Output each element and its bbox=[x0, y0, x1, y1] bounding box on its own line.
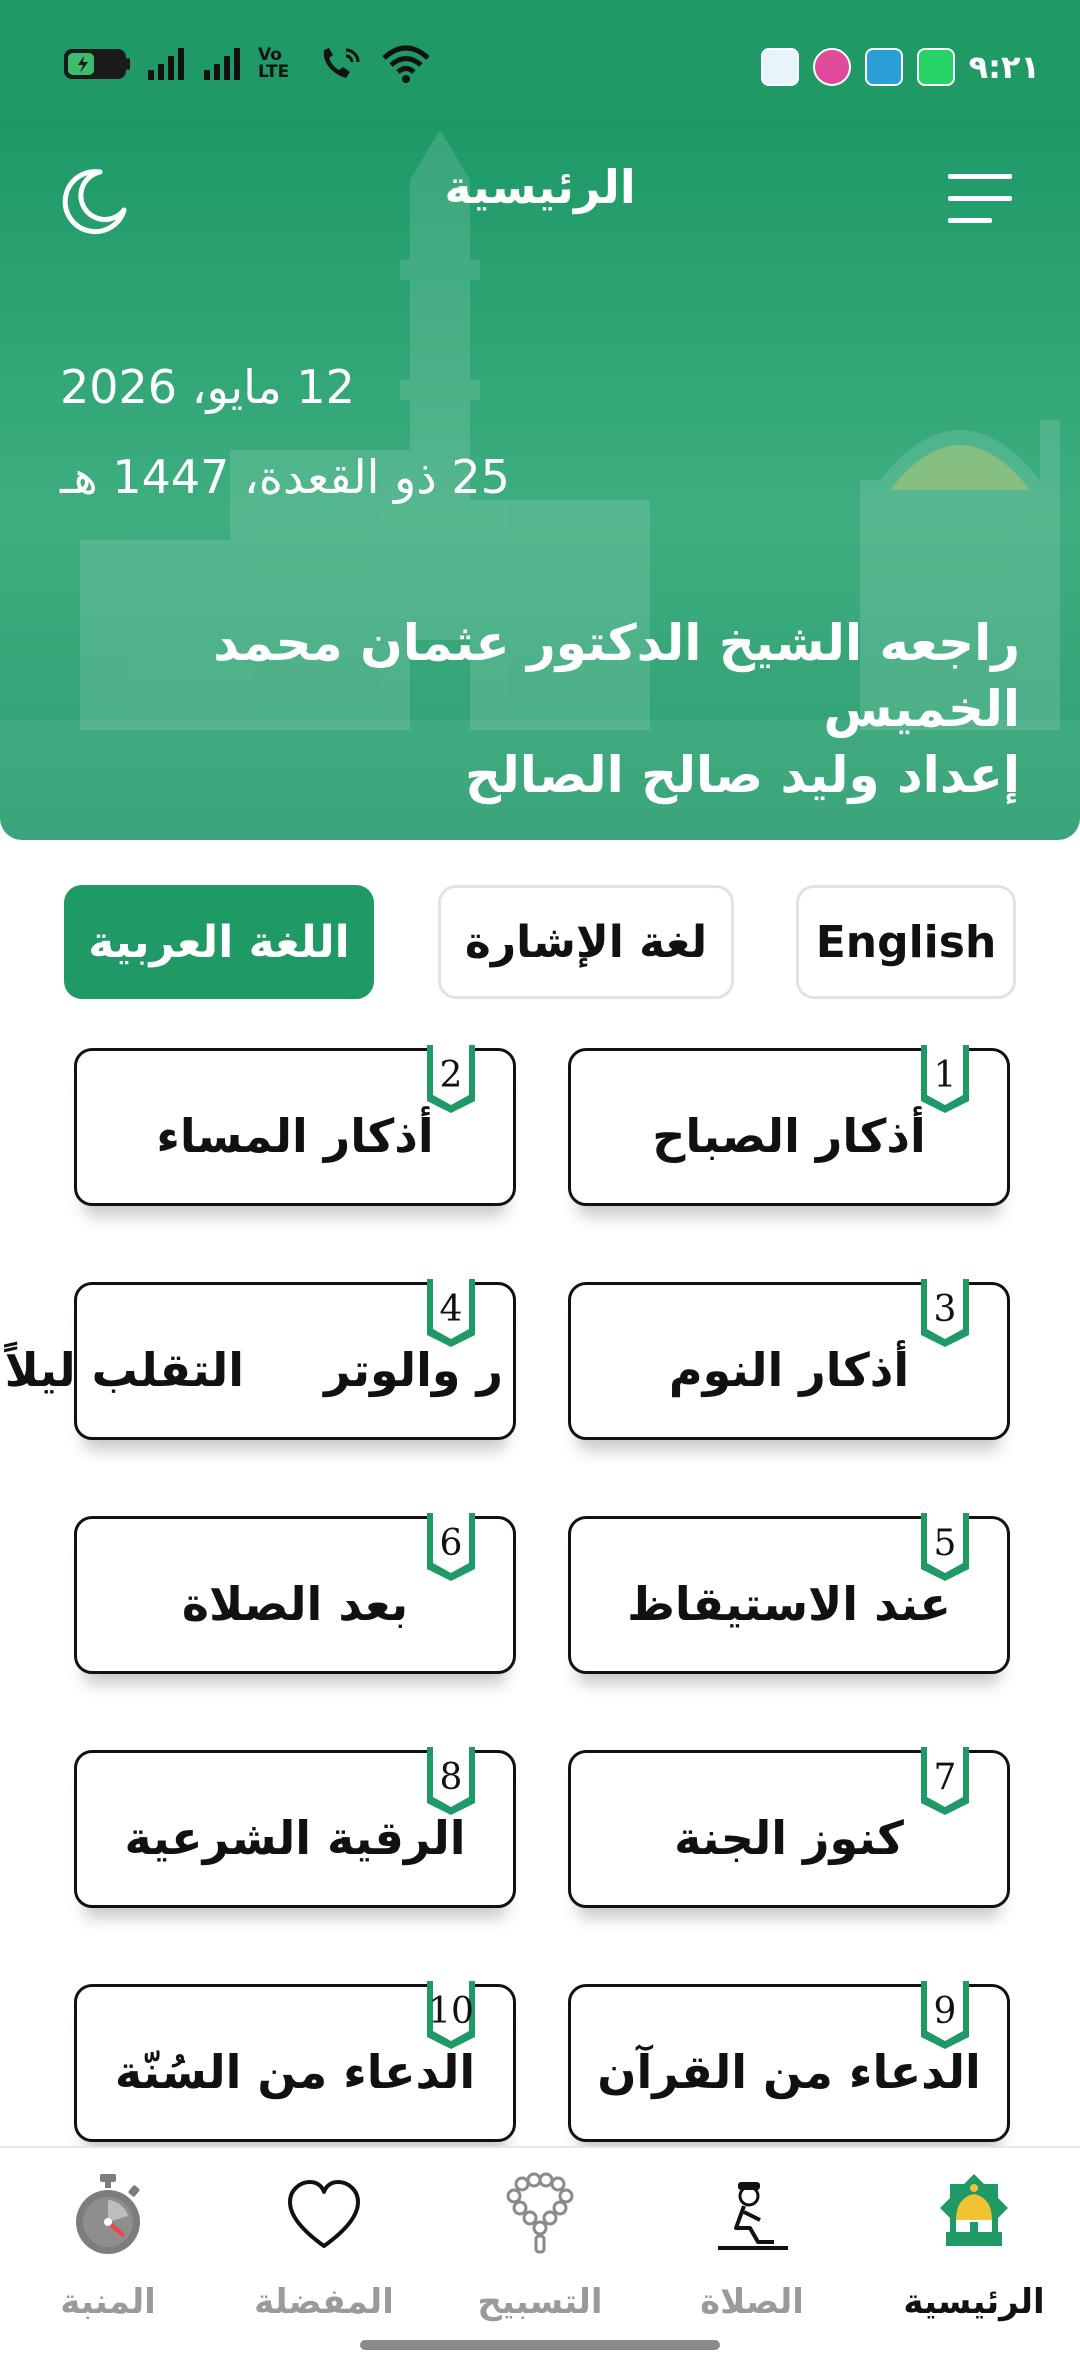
category-number: 9 bbox=[933, 1991, 957, 2032]
status-bar bbox=[0, 0, 1080, 120]
nav-label: المنبة bbox=[60, 2282, 156, 2322]
signal-strength-icon bbox=[146, 46, 188, 82]
signal-strength-2-icon bbox=[202, 46, 244, 82]
category-number: 2 bbox=[439, 1055, 463, 1096]
category-label: عند الاستيقاظ bbox=[627, 1577, 951, 1631]
nav-label: المفضلة bbox=[254, 2282, 394, 2322]
category-card[interactable] bbox=[568, 1282, 1010, 1440]
category-number: 6 bbox=[439, 1523, 463, 1564]
wifi-icon bbox=[380, 44, 432, 84]
status-time: ٩:٢١ bbox=[968, 48, 1040, 86]
app-notification-icon bbox=[761, 48, 799, 86]
heart-icon bbox=[276, 2168, 372, 2264]
page-title: الرئيسية bbox=[444, 160, 636, 214]
language-selector bbox=[0, 885, 1080, 1003]
category-card[interactable] bbox=[74, 1048, 516, 1206]
category-number: 4 bbox=[439, 1289, 463, 1330]
category-label: كنوز الجنة bbox=[674, 1811, 904, 1865]
status-right bbox=[761, 48, 1040, 86]
category-number: 10 bbox=[428, 1991, 474, 2032]
english-language-button[interactable]: English bbox=[796, 885, 1016, 999]
category-card[interactable] bbox=[4, 1282, 516, 1440]
category-label: الدعاء من السُنّة bbox=[114, 2045, 476, 2099]
arabic-language-button[interactable]: اللغة العربية bbox=[64, 885, 374, 999]
category-label: ر والوتر التقلب ليلاً bbox=[4, 1343, 503, 1397]
category-card[interactable] bbox=[568, 1516, 1010, 1674]
category-label: أذكار النوم bbox=[668, 1343, 910, 1397]
author-credit: إعداد وليد صالح الصالح bbox=[464, 746, 1020, 804]
category-number: 7 bbox=[933, 1757, 957, 1798]
app-notification-2-icon bbox=[813, 48, 851, 86]
category-card[interactable] bbox=[74, 1984, 516, 2142]
nav-item-tasbeeh[interactable] bbox=[440, 2168, 640, 2322]
nav-label: الرئيسية bbox=[903, 2282, 1045, 2322]
category-label: الرقية الشرعية bbox=[124, 1811, 466, 1865]
category-card[interactable] bbox=[568, 1750, 1010, 1908]
stopwatch-icon bbox=[60, 2168, 156, 2264]
volte-icon: Vo LTE bbox=[258, 45, 290, 82]
category-label: أذكار المساء bbox=[156, 1109, 434, 1163]
nav-label: الصلاة bbox=[700, 2282, 804, 2322]
category-label: أذكار الصباح bbox=[652, 1109, 926, 1163]
category-card[interactable] bbox=[74, 1750, 516, 1908]
category-card[interactable] bbox=[568, 1048, 1010, 1206]
menu-icon[interactable] bbox=[944, 168, 1016, 232]
telegram-icon bbox=[865, 48, 903, 86]
nav-item-home[interactable] bbox=[874, 2168, 1074, 2322]
category-card[interactable] bbox=[74, 1516, 516, 1674]
hijri-date: 25 ذو القعدة، 1447 هـ bbox=[60, 450, 510, 504]
hero-banner bbox=[0, 120, 1080, 840]
nav-label: التسبيح bbox=[477, 2282, 603, 2322]
nav-item-alarm[interactable] bbox=[8, 2168, 208, 2322]
home-indicator[interactable] bbox=[360, 2340, 720, 2350]
category-card[interactable] bbox=[568, 1984, 1010, 2142]
sign-language-button[interactable]: لغة الإشارة bbox=[438, 885, 734, 999]
mosque-icon bbox=[926, 2168, 1022, 2264]
whatsapp-icon bbox=[917, 48, 955, 86]
wifi-calling-icon bbox=[316, 44, 366, 84]
moon-icon[interactable] bbox=[58, 164, 132, 238]
gregorian-date: 12 مايو، 2026 bbox=[60, 360, 355, 414]
category-number: 1 bbox=[933, 1055, 957, 1096]
category-label: بعد الصلاة bbox=[181, 1577, 409, 1631]
nav-item-favorites[interactable] bbox=[224, 2168, 424, 2322]
battery-icon bbox=[62, 46, 132, 82]
praying-person-icon bbox=[704, 2168, 800, 2264]
category-number: 8 bbox=[439, 1757, 463, 1798]
prayer-beads-icon bbox=[492, 2168, 588, 2264]
reviewer-credit: راجعه الشيخ الدكتور عثمان محمد الخميس bbox=[213, 614, 1020, 738]
category-number: 3 bbox=[933, 1289, 957, 1330]
credits bbox=[40, 610, 1020, 808]
status-indicators bbox=[62, 44, 432, 84]
category-number: 5 bbox=[933, 1523, 957, 1564]
nav-item-prayer[interactable] bbox=[652, 2168, 852, 2322]
category-label: الدعاء من القرآن bbox=[597, 2045, 981, 2099]
